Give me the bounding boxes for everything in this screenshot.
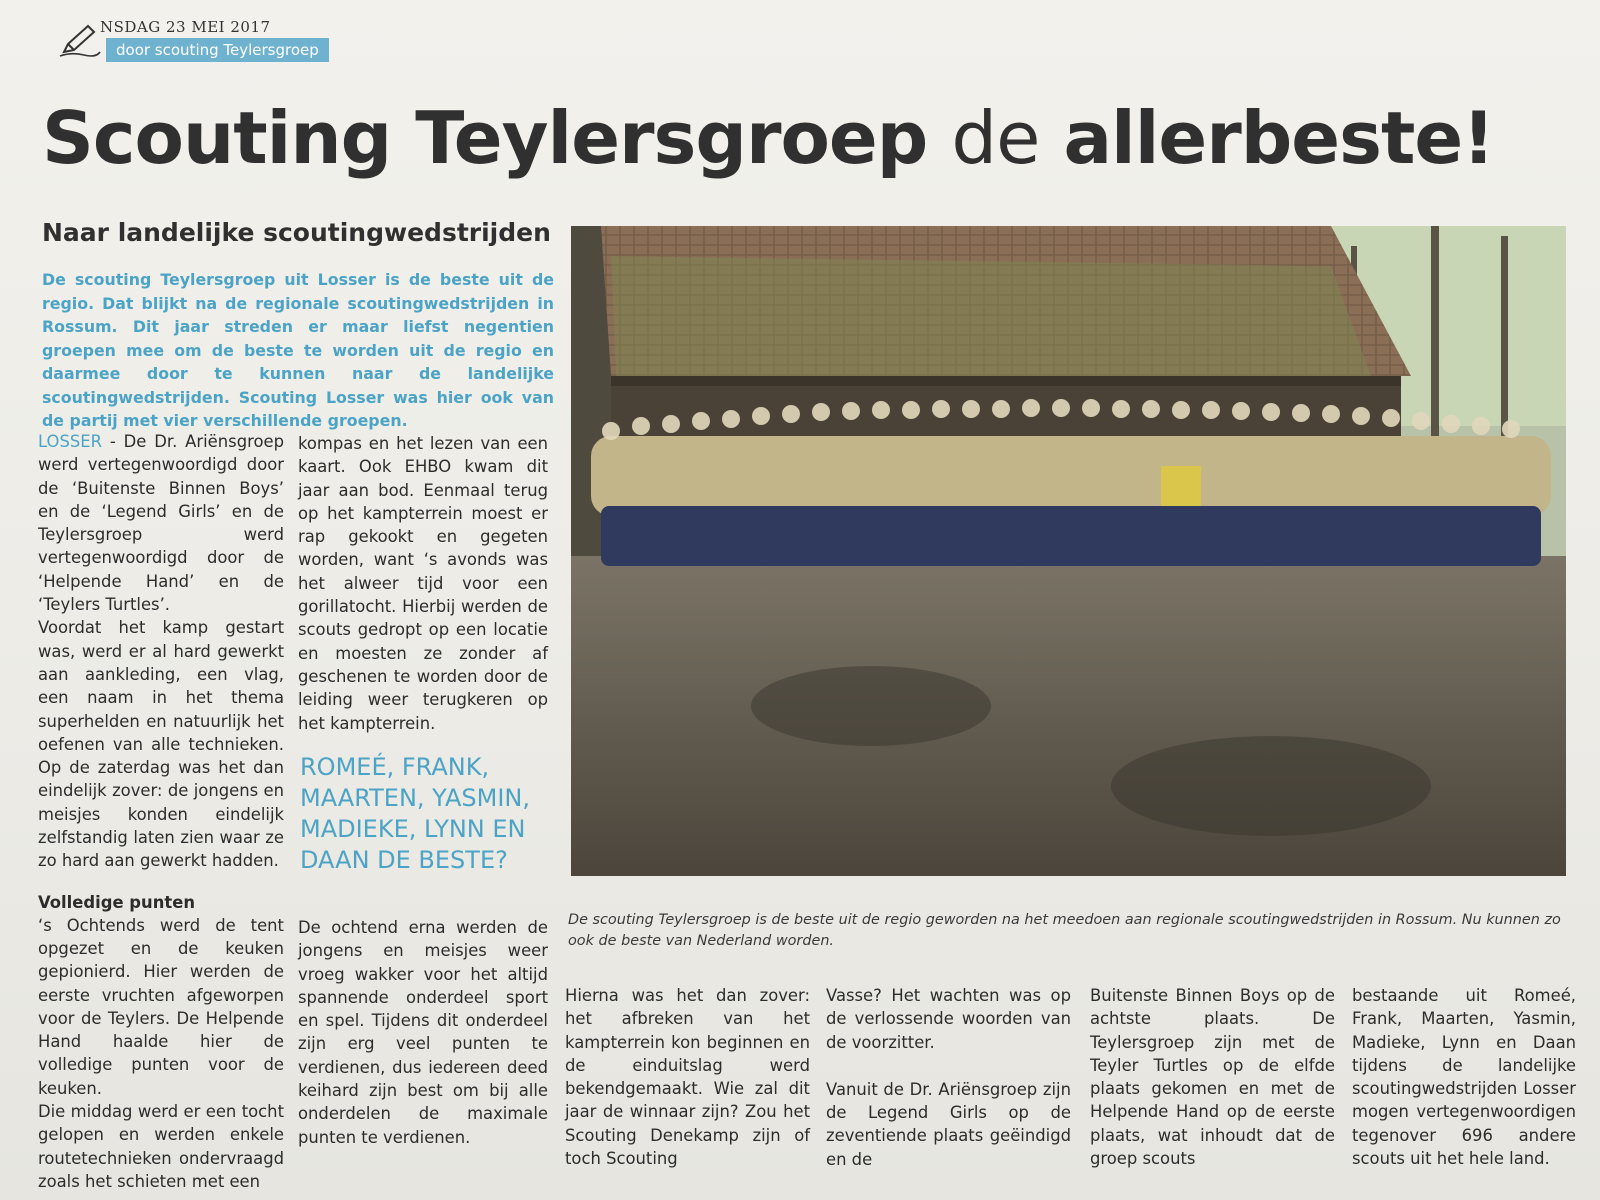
group-photo [571,226,1566,876]
paragraph: Voordat het kamp gestart was, werd er al hard gewerkt aan aankleding, een vlag, een naam in het thema superhelden en natuurlijk het oefenen van alle technieken. Op de zaterdag was het dan eindelijk zover: de jongens en meisjes konden eindelijk zelfstandig laten zien waar ze zo hard aan gewerkt hadden. [38,618,284,871]
headline [42,96,1562,180]
paragraph: Vasse? Het wachten was op de verlossende woorden van de voorzitter. [826,986,1071,1052]
pen-icon [58,22,102,58]
pull-quote: ROMEÉ, FRANK, MAARTEN, YASMIN, MADIEKE, LYNN EN DAAN DE BESTE? [300,753,530,874]
body-column-6 [1352,984,1576,1170]
headline-part1: Scouting Teylersgroep [42,96,928,180]
photo-caption: De scouting Teylersgroep is de beste uit de regio geworden na het meedoen aan regionale scoutingwedstrijden in Rossum. Nu kunnen zo ook de beste van Nederland worden. [568,912,1561,949]
body-column-1 [38,430,284,1193]
headline-part3: allerbeste! [1063,96,1495,180]
paragraph: Buitenste Binnen Boys op de achtste plaats. De Teylersgroep zijn met de Teyler Turtles op de elfde plaats gekomen en met de Helpende Hand op de eerste plaats, wat inhoudt dat de groep scouts [1090,986,1335,1169]
paragraph: Hierna was het dan zover: het afbreken van het kampterrein kon beginnen en de einduitslag werd bekendgemaakt. Wie zal dit jaar de winnaar zijn? Zou het Scouting Denekamp zijn of toch Scouting [565,986,810,1169]
paragraph: De ochtend erna werden de jongens en meisjes weer vroeg wakker voor het altijd spannende onderdeel sport en spel. Tijdens dit onderdeel zijn erg veel punten te verdienen, dus iedereen deed keihard zijn best om bij alle onderdelen de maximale punten te verdienen. [298,918,548,1147]
body-column-2-lower [298,916,548,1149]
body-column-4 [826,984,1071,1171]
section-heading: Volledige punten [38,892,195,912]
lead-paragraph: De scouting Teylersgroep uit Losser is de beste uit de regio. Dat blijkt na de regionale scoutingwedstrijden in Rossum. Dit jaar streden er maar liefst negentien groepen mee om de beste te worden uit de regio en daarmee door te kunnen naar de landelijke scoutingwedstrijden. Scouting Losser was hier ook van de partij met vier verschillende groepen. [42,270,554,430]
paragraph: Die middag werd er een tocht gelopen en werden enkele routetechnieken ondervraagd zoals het schieten met een [38,1102,284,1191]
body-column-3 [565,984,810,1170]
paragraph: bestaande uit Romeé, Frank, Maarten, Yasmin, Madieke, Lynn en Daan tijdens de landelijke scoutingwedstrijden Losser mogen vertegenwoordigen tegenover 696 andere scouts uit het hele land. [1352,986,1576,1169]
body-column-2 [298,432,548,735]
headline-part2: de [951,96,1040,180]
group-photo-illustration [571,226,1566,876]
dateline-location: LOSSER [38,432,103,451]
paragraph: LOSSER - De Dr. Ariënsgroep werd vertegenwoordigd door de ‘Buitenste Binnen Boys’ en de ‘Legend Girls’ en de Teylersgroep werd vertegenwoordigd door de ‘Helpende Hand’ en de ‘Teylers Turtles’. [38,432,284,615]
paragraph: ‘s Ochtends werd de tent opgezet en de keuken gepionierd. Hier werden de eerste vruchten afgeworpen voor de Teylers. De Helpende Hand haalde hier de volledige punten voor de keuken. [38,915,284,1098]
subhead: Naar landelijke scoutingwedstrijden [42,218,551,247]
body-column-5 [1090,984,1335,1170]
paragraph: kompas en het lezen van een kaart. Ook EHBO kwam dit jaar aan bod. Eenmaal terug op het kampterrein moest er rap gekookt en gegeten worden, want ‘s avonds was het alweer tijd voor een gorillatocht. Hierbij werden de scouts gedropt op een locatie en moesten ze zonder af geschenen te worden door de leiding weer terugkeren op het kampterrein. [298,434,548,733]
dateline: NSDAG 23 MEI 2017 [100,18,271,36]
author-tag: door scouting Teylersgroep [106,38,329,62]
paragraph: Vanuit de Dr. Ariënsgroep zijn de Legend Girls op de zeventiende plaats geëindigd en de [826,1079,1071,1169]
